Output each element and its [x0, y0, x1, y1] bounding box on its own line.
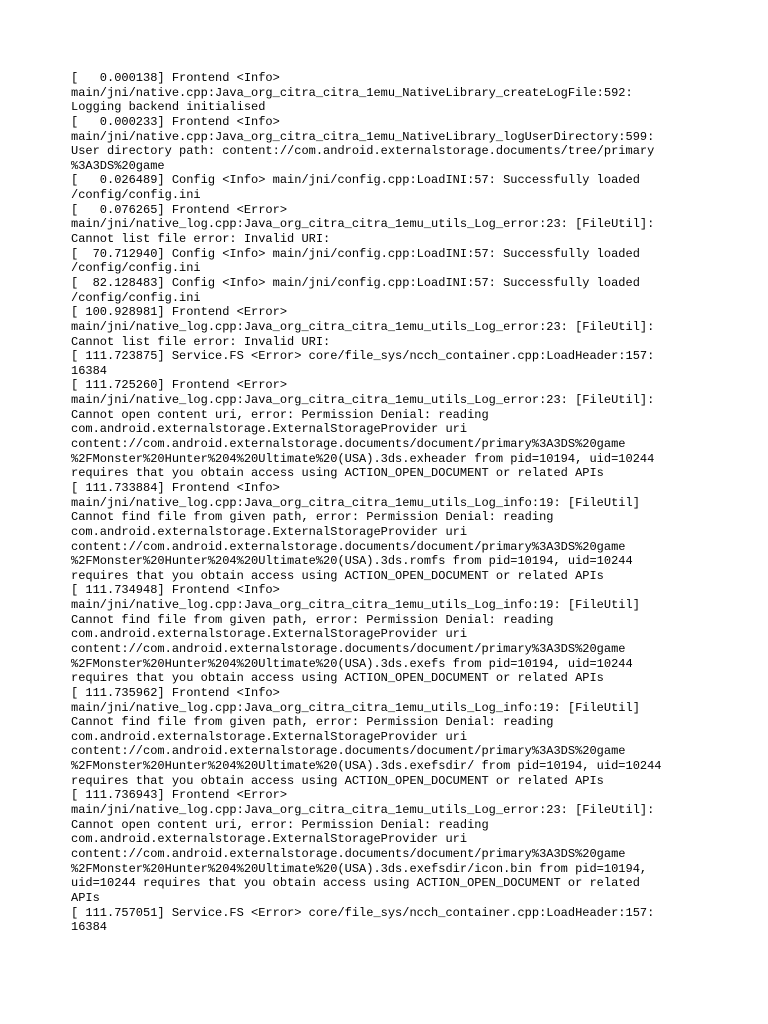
log-line: [ 0.000138] Frontend <Info>: [71, 71, 280, 85]
log-line: Cannot find file from given path, error: Permission Denial: reading: [71, 612, 554, 627]
log-line: main/jni/native_log.cpp:Java_org_citra_citra_1emu_utils_Log_info:19: [FileUtil]: [71, 495, 640, 510]
log-line: main/jni/native_log.cpp:Java_org_citra_citra_1emu_utils_Log_error:23: [FileUtil]:: [71, 319, 655, 334]
log-line: [ 111.723875] Service.FS <Error> core/file_sys/ncch_container.cpp:LoadHeader:157:: [71, 349, 655, 364]
log-line: %2FMonster%20Hunter%204%20Ultimate%20(USA).3ds.exheader from pid=10194, uid=10244: [71, 451, 655, 466]
log-line: Cannot open content uri, error: Permission Denial: reading: [71, 817, 489, 832]
log-line: /config/config.ini: [71, 261, 201, 276]
log-line: main/jni/native_log.cpp:Java_org_citra_citra_1emu_utils_Log_error:23: [FileUtil]:: [71, 393, 655, 408]
log-line: [ 0.026489] Config <Info> main/jni/config.cpp:LoadINI:57: Successfully loaded: [71, 173, 640, 188]
log-line: %2FMonster%20Hunter%204%20Ultimate%20(USA).3ds.romfs from pid=10194, uid=10244: [71, 554, 633, 569]
log-line: requires that you obtain access using ACTION_OPEN_DOCUMENT or related APIs: [71, 466, 604, 481]
log-line: [ 111.733884] Frontend <Info>: [71, 480, 280, 495]
log-line: main/jni/native.cpp:Java_org_citra_citra_1emu_NativeLibrary_createLogFile:592:: [71, 85, 633, 100]
log-line: [ 100.928981] Frontend <Error>: [71, 305, 288, 320]
log-line: %2FMonster%20Hunter%204%20Ultimate%20(USA).3ds.exefsdir/ from pid=10194, uid=10244: [71, 759, 662, 774]
log-line: main/jni/native_log.cpp:Java_org_citra_citra_1emu_utils_Log_error:23: [FileUtil]:: [71, 217, 655, 232]
log-line: content://com.android.externalstorage.documents/document/primary%3A3DS%20game: [71, 539, 626, 554]
log-line: Logging backend initialised: [71, 100, 266, 115]
log-line: APIs: [71, 890, 100, 905]
log-line: com.android.externalstorage.ExternalStorageProvider uri: [71, 422, 468, 437]
log-line: Cannot find file from given path, error: Permission Denial: reading: [71, 715, 554, 730]
log-line: main/jni/native_log.cpp:Java_org_citra_citra_1emu_utils_Log_error:23: [FileUtil]:: [71, 803, 655, 818]
log-line: [ 111.734948] Frontend <Info>: [71, 583, 280, 598]
log-line: [ 70.712940] Config <Info> main/jni/config.cpp:LoadINI:57: Successfully loaded: [71, 246, 640, 261]
log-line: [ 111.725260] Frontend <Error>: [71, 378, 288, 393]
log-line: User directory path: content://com.android.externalstorage.documents/tree/primary: [71, 144, 655, 159]
log-text-block: [71, 71, 731, 935]
log-line: [ 111.735962] Frontend <Info>: [71, 685, 280, 700]
log-line: content://com.android.externalstorage.documents/document/primary%3A3DS%20game: [71, 846, 626, 861]
log-line: [ 111.736943] Frontend <Error>: [71, 788, 288, 803]
log-line: /config/config.ini: [71, 290, 201, 305]
log-line: 16384: [71, 363, 108, 378]
log-line: main/jni/native_log.cpp:Java_org_citra_citra_1emu_utils_Log_info:19: [FileUtil]: [71, 700, 640, 715]
log-line: %2FMonster%20Hunter%204%20Ultimate%20(USA).3ds.exefsdir/icon.bin from pid=10194,: [71, 861, 648, 876]
log-line: Cannot list file error: Invalid URI:: [71, 232, 331, 247]
log-line: %2FMonster%20Hunter%204%20Ultimate%20(USA).3ds.exefs from pid=10194, uid=10244: [71, 656, 633, 671]
log-line: com.android.externalstorage.ExternalStorageProvider uri: [71, 832, 468, 847]
log-line: /config/config.ini: [71, 188, 201, 203]
log-line: main/jni/native.cpp:Java_org_citra_citra_1emu_NativeLibrary_logUserDirectory:599:: [71, 129, 655, 144]
log-line: [ 0.000233] Frontend <Info>: [71, 114, 280, 129]
log-line: [ 111.757051] Service.FS <Error> core/file_sys/ncch_container.cpp:LoadHeader:157:: [71, 905, 655, 920]
log-line: [ 82.128483] Config <Info> main/jni/config.cpp:LoadINI:57: Successfully loaded: [71, 275, 640, 290]
log-line: com.android.externalstorage.ExternalStorageProvider uri: [71, 524, 468, 539]
log-line: requires that you obtain access using ACTION_OPEN_DOCUMENT or related APIs: [71, 773, 604, 788]
log-line: requires that you obtain access using ACTION_OPEN_DOCUMENT or related APIs: [71, 568, 604, 583]
log-line: Cannot open content uri, error: Permission Denial: reading: [71, 407, 489, 422]
log-line: uid=10244 requires that you obtain access using ACTION_OPEN_DOCUMENT or related: [71, 876, 640, 891]
log-line: requires that you obtain access using ACTION_OPEN_DOCUMENT or related APIs: [71, 671, 604, 686]
log-line: 16384: [71, 920, 108, 935]
log-line: content://com.android.externalstorage.documents/document/primary%3A3DS%20game: [71, 641, 626, 656]
log-line: com.android.externalstorage.ExternalStorageProvider uri: [71, 627, 468, 642]
log-line: %3A3DS%20game: [71, 158, 165, 173]
log-line: content://com.android.externalstorage.documents/document/primary%3A3DS%20game: [71, 744, 626, 759]
log-line: main/jni/native_log.cpp:Java_org_citra_citra_1emu_utils_Log_info:19: [FileUtil]: [71, 598, 640, 613]
log-line: Cannot list file error: Invalid URI:: [71, 334, 331, 349]
log-line: Cannot find file from given path, error: Permission Denial: reading: [71, 510, 554, 525]
log-line: com.android.externalstorage.ExternalStorageProvider uri: [71, 729, 468, 744]
log-line: content://com.android.externalstorage.documents/document/primary%3A3DS%20game: [71, 437, 626, 452]
log-line: [ 0.076265] Frontend <Error>: [71, 202, 288, 217]
